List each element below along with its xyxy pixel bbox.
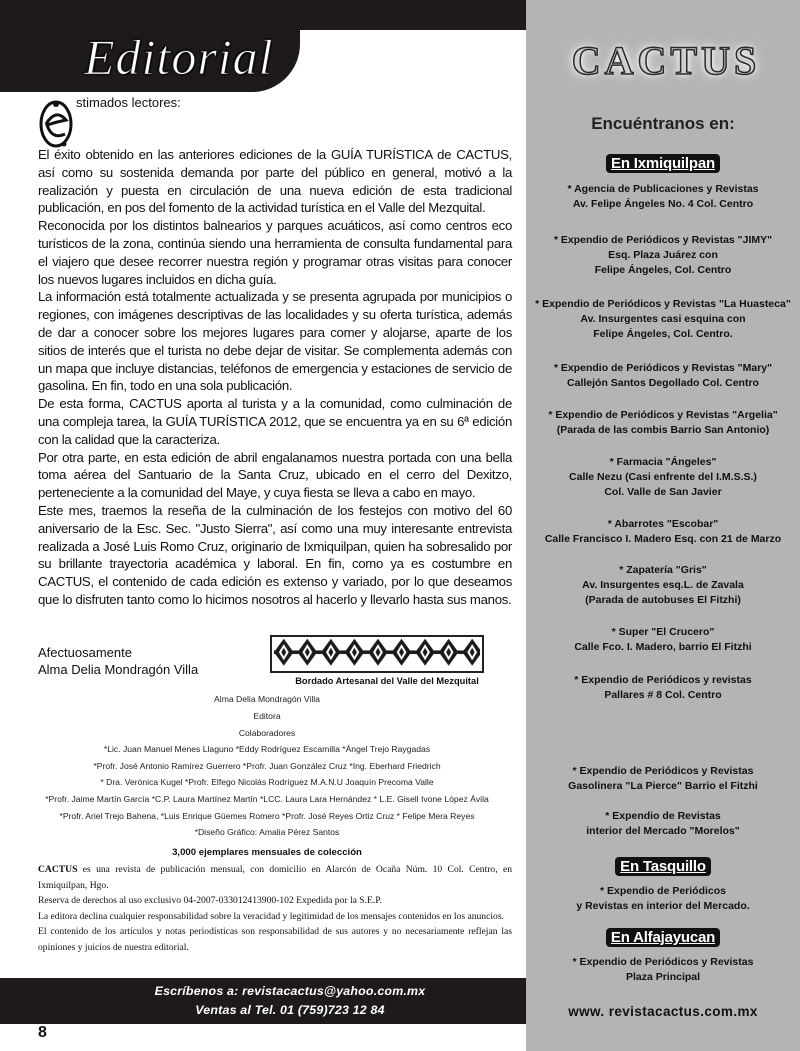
outlet-item: * Expendio de Periódicos y Revistas "La Huasteca" Av. Insurgentes casi esquina con Felipe Ángeles, Col. Centro. — [535, 298, 791, 340]
town-label-alfajayucan: En Alfajayucan — [526, 928, 800, 947]
outlet-item: * Farmacia "Ángeles" Calle Nezu (Casi enfrente del I.M.S.S.) Col. Valle de San Javier — [569, 456, 757, 498]
outlet-item: * Expendio de Periódicos y Revistas Plaza Principal — [572, 956, 754, 983]
sidebar — [526, 0, 800, 1051]
outlet-item: * Expendio de Periódicos y Revistas Gasolinera "La Pierce" Barrio el Fitzhi — [568, 765, 758, 792]
sales-phone: Ventas al Tel. 01 (759)723 12 84 — [195, 1003, 385, 1017]
outlet-item: * Agencia de Publicaciones y Revistas Av. Felipe Ángeles No. 4 Col. Centro — [567, 183, 759, 210]
town-label-tasquillo: En Tasquillo — [526, 857, 800, 876]
outlet-item: * Expendio de Periódicos y Revistas en interior del Mercado. — [576, 885, 750, 912]
paragraph: El éxito obtenido en las anteriores ediciones de la GUÍA TURÍSTICA de CACTUS, así como su sostenida demanda por parte del público en general, motivó a la realización y puesta en circulación de una nueva edición de esta tradicional publicación, en pos del fomento de la actividad turística en el Valle del Mezquital. — [38, 147, 512, 216]
outlet-item: * Super "El Crucero" Calle Fco. I. Madero, barrio El Fitzhi — [574, 626, 752, 653]
legal-notice: CACTUS es una revista de publicación mensual, con domicilio en Alarcón de Ocaña Núm. 10 Col. Centro, en Ixmiquilpan, Hgo. Reserva de derechos al uso exclusivo 04-2007-033012413900-102 Expedida por la S.E.P. La editora declina cualquier responsabilidad sobre la veracidad y legitimidad de los mensajes contenidos en los anuncios. El contenido de los artículos y notas periodísticas son responsabilidad de sus autores y no necesariamente reflejan las opiniones y juicios de nuestra editorial. — [38, 864, 512, 953]
town-label-ixmiquilpan: En Ixmiquilpan — [526, 154, 800, 173]
closing: Afectuosamente — [38, 645, 132, 660]
credit-line: Editora — [253, 711, 281, 721]
salutation: stimados lectores: — [76, 95, 181, 110]
credit-line: Colaboradores — [238, 728, 296, 738]
credit-line: Alma Delia Mondragón Villa — [214, 694, 320, 704]
credit-line: *Diseño Gráfico: Amalia Pérez Santos — [194, 827, 340, 837]
paragraph: Este mes, traemos la reseña de la culminación de los festejos con motivo del 60 aniversario de la Esc. Sec. "Justo Sierra", así como una muy interesante entrevista realizada a José Luis Romo Cruz, originario de Ixmiquilpan, quien ha sobresalido por su brillante trayectoria académica y laboral. En fin, como ya es costumbre en CACTUS, el contenido de cada edición es extenso y variado, por lo que deseamos que lo disfruten tanto como lo hicimos nosotros al hacerlo y llevarlo hasta sus manos. — [38, 502, 512, 607]
outlet-item: * Expendio de Periódicos y Revistas "Mary" Callejón Santos Degollado Col. Centro — [553, 362, 773, 389]
footer-bar — [0, 978, 526, 1024]
editorial-body — [38, 146, 512, 609]
outlet-item: * Expendio de Periódicos y Revistas "JIMY" Esq. Plaza Juárez con Felipe Ángeles, Col. Centro — [553, 234, 773, 276]
paragraph: Por otra parte, en esta edición de abril engalanamos nuestra portada con una bella toma aérea del Santuario de la Santa Cruz, ubicado en el cerro del Dexitzo, perteneciente a la comunidad del Maye, y cuya fiesta se lleva a cabo en mayo. — [38, 449, 512, 501]
paragraph: De esta forma, CACTUS aporta al turista y a la comunidad, como culminación de una compleja tarea, la GUÍA TURÍSTICA 2012, que se encuentra ya en su 6ª edición con la calidad que la caracteriza. — [38, 396, 512, 447]
embroidery-image — [270, 635, 484, 673]
website-link[interactable]: www. revistacactus.com.mx — [568, 1004, 758, 1019]
outlet-item: * Expendio de Periódicos y Revistas "Argelia" (Parada de las combis Barrio San Antonio) — [548, 409, 778, 436]
sidebar-heading: Encuéntranos en: — [591, 114, 735, 133]
credit-line: * Dra. Verónica Kugel *Profr. Elfego Nicolás Rodríguez M.A.N.U Joaquín Precoma Valle — [100, 777, 434, 787]
credit-line: *Profr. Ariel Trejo Bahena, *Luis Enrique Güemes Romero *Profr. José Reyes Ortiz Cruz * Felipe Mera Reyes — [59, 811, 475, 821]
signature: Alma Delia Mondragón Villa — [38, 662, 199, 677]
credit-line: *Profr. José Antonio Ramírez Guerrero *Profr. Juan González Cruz *Ing. Eberhard Friedrich — [93, 761, 441, 771]
cactus-logo: CACTUS — [571, 37, 761, 83]
outlet-item: * Abarrotes "Escobar" Calle Francisco I. Madero Esq. con 21 de Marzo — [544, 518, 782, 545]
paragraph: La información está totalmente actualizada y se presenta agrupada por municipios o regiones, con imágenes descriptivas de las localidades y su oferta turística, además de dar a conocer sobre los mejores lugares para comer y alojarse, aparte de los sitios de interés que el turista no debe dejar de visitar. Se complementa además con un mapa que incluye distancias, teléfonos de emergencia y estaciones de servicio de gasolina. En fin, todo en una sola publicación. — [38, 289, 512, 394]
image-caption: Bordado Artesanal del Valle del Mezquital — [295, 676, 479, 686]
outlet-item: * Expendio de Periódicos y revistas Pallares # 8 Col. Centro — [574, 674, 752, 701]
outlet-item: * Expendio de Revistas interior del Mercado "Morelos" — [586, 810, 740, 837]
contact-email[interactable]: Escríbenos a: revistacactus@yahoo.com.mx — [154, 984, 426, 998]
outlet-item: * Zapatería "Gris" Av. Insurgentes esq.L. de Zavala (Parada de autobuses El Fitzhi) — [582, 564, 744, 606]
page-number: 8 — [38, 1024, 47, 1041]
credit-line: *Lic. Juan Manuel Menes Llaguno *Eddy Rodríguez Escamilla *Ángel Trejo Raygadas — [103, 744, 431, 754]
drop-cap-e-icon — [38, 98, 74, 150]
credit-line: *Profr. Jaime Martín García *C.P. Laura Martínez Martín *LCC. Laura Lara Hernández * L.E. Gisell Ivone López Ávila — [45, 794, 489, 804]
paragraph: Reconocida por los distintos balnearios y parques acuáticos, así como centros eco turísticos de la zona, continúa siendo una herramienta de consulta fundamental para el viajero que desee recorrer nuestra región y programar otras visitas para conocer los nuevos lugares incluidos en dicha guía. — [38, 218, 512, 287]
print-run: 3,000 ejemplares mensuales de colección — [172, 847, 362, 858]
section-title: Editorial — [84, 29, 274, 85]
